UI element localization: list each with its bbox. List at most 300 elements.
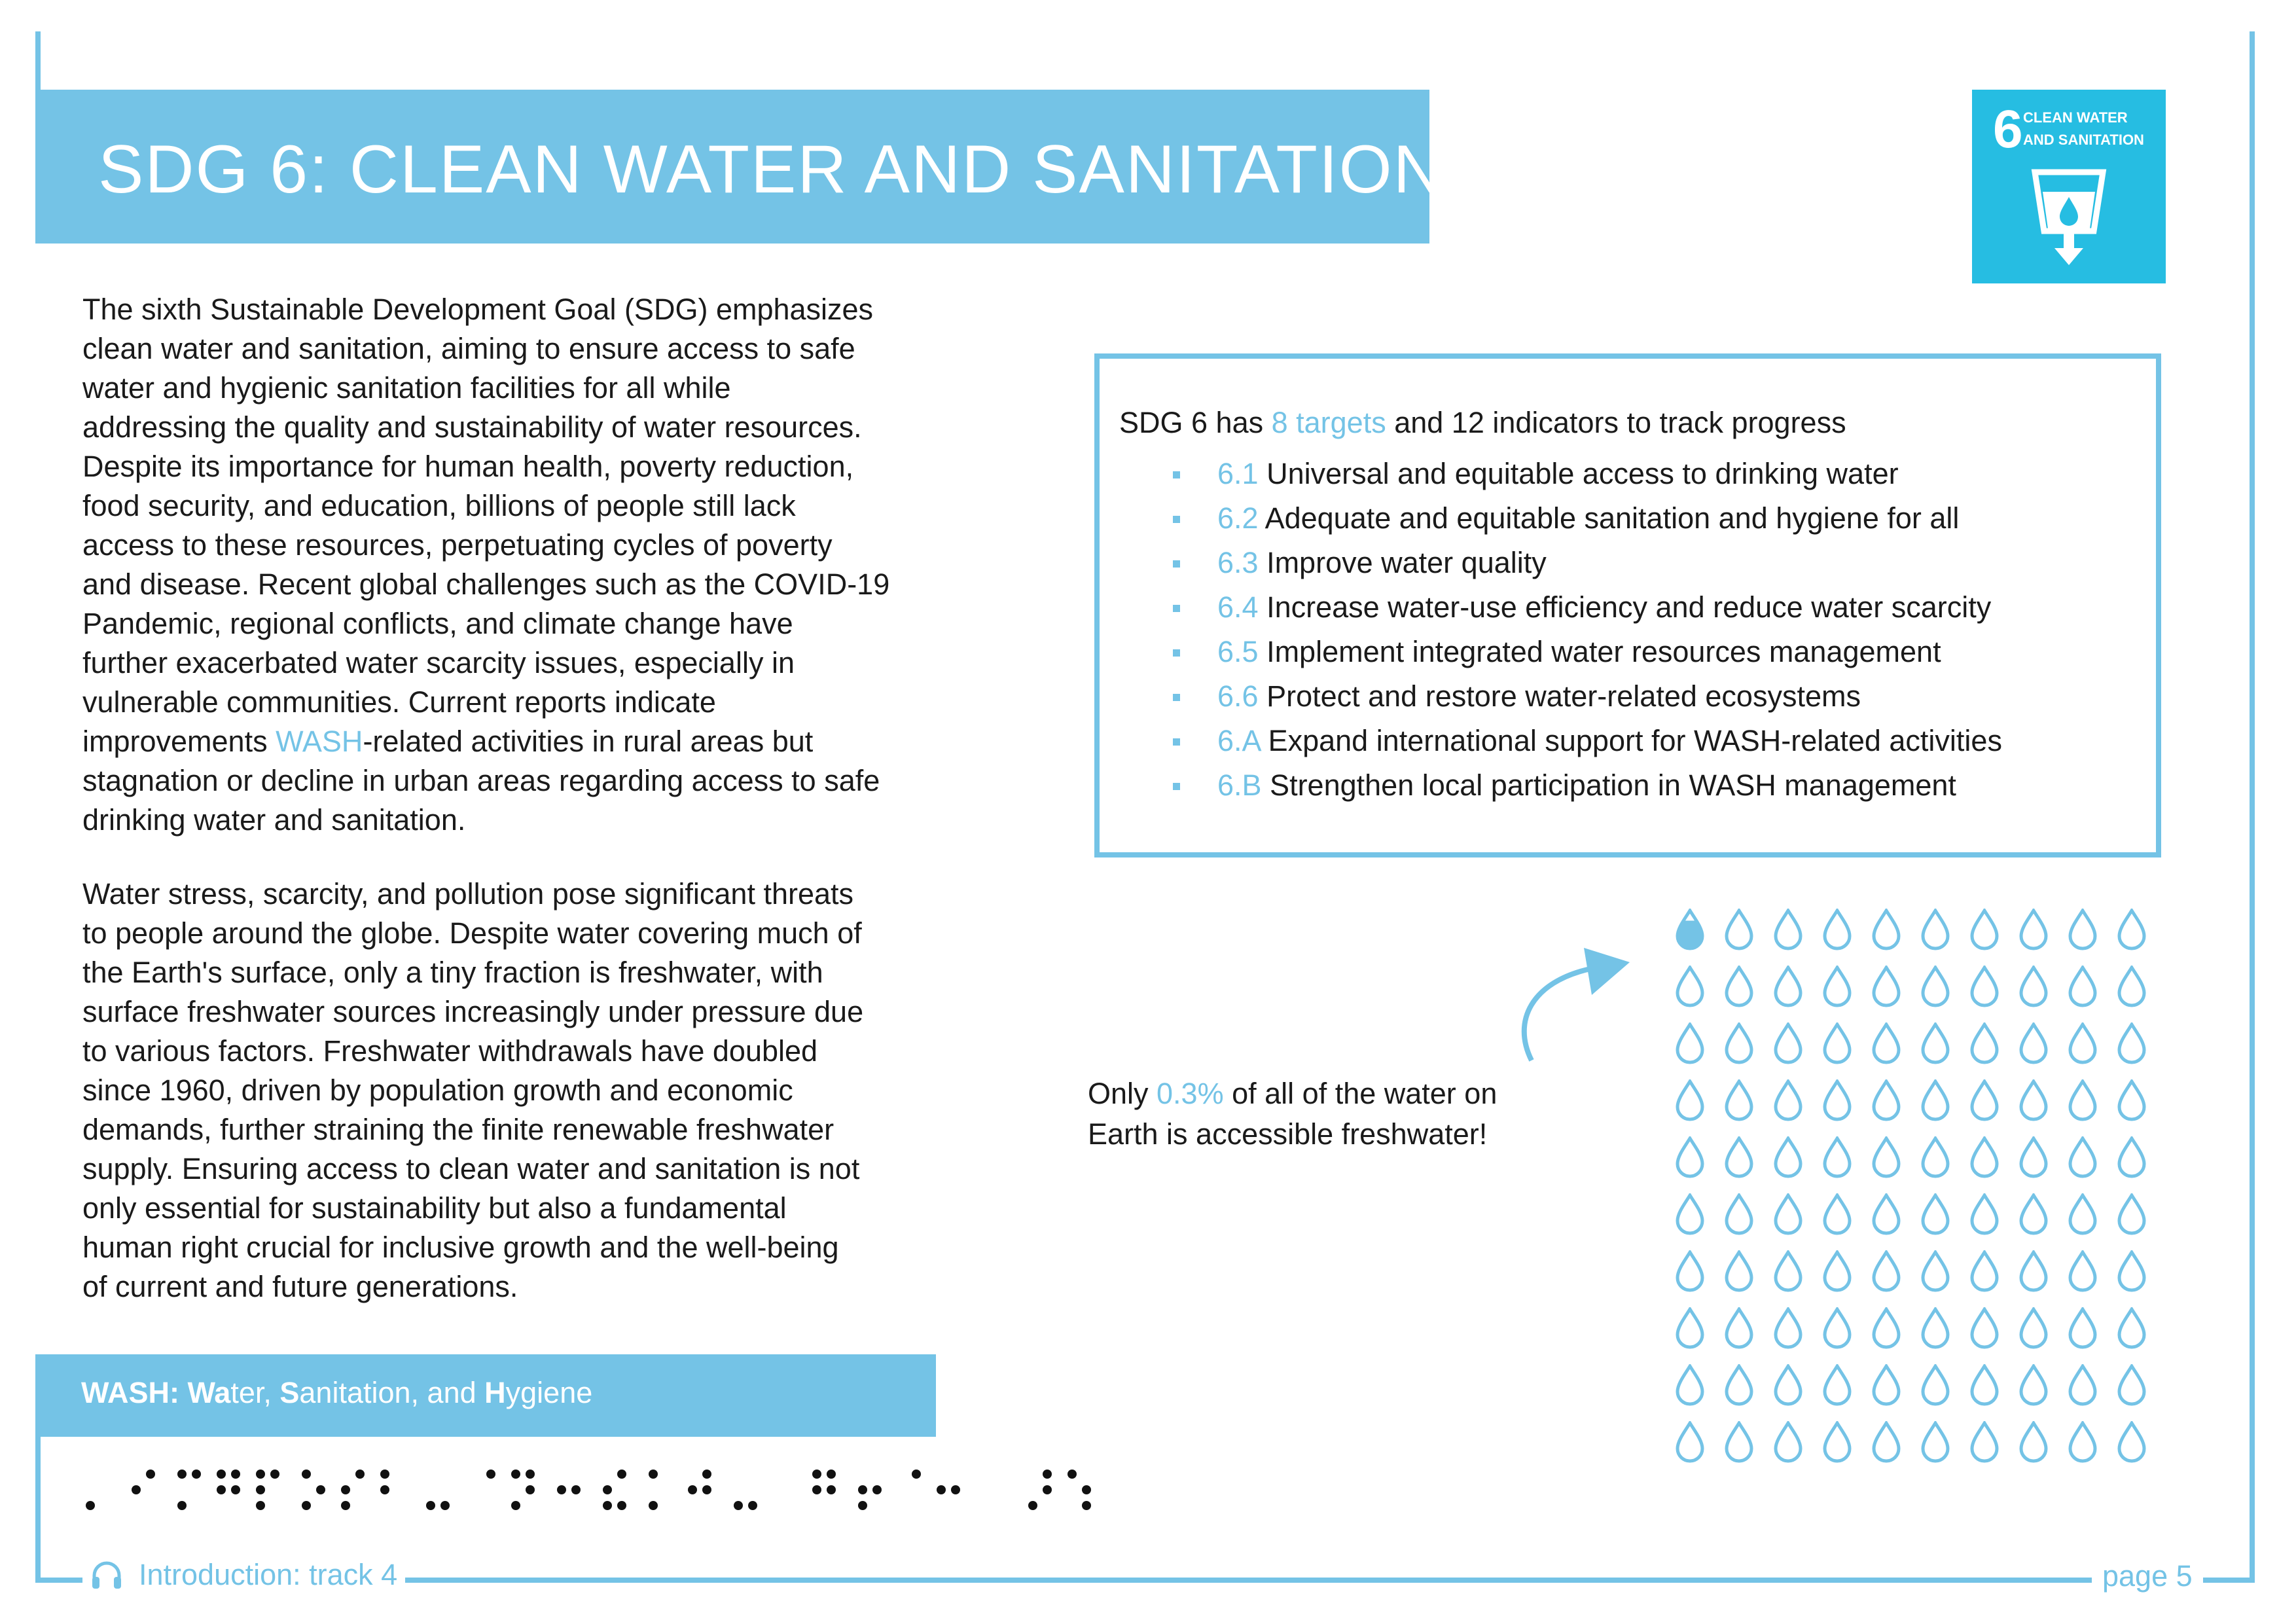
braille-dot xyxy=(270,1470,279,1479)
water-drop-icon xyxy=(2018,1022,2049,1064)
drop-outline xyxy=(1776,967,1801,1005)
water-drop-icon xyxy=(1821,1250,1853,1292)
drop-outline xyxy=(1874,1081,1899,1119)
water-drop-icon xyxy=(1723,1364,1755,1406)
target-code: 6.1 xyxy=(1217,457,1259,490)
drop-outline xyxy=(1677,1024,1702,1062)
water-drop-icon xyxy=(1871,1421,1902,1463)
wash-term: WASH xyxy=(81,1376,170,1409)
drop-outline xyxy=(1874,1309,1899,1347)
braille-dot xyxy=(511,1501,520,1510)
water-drop-icon xyxy=(1821,965,1853,1007)
braille-dot xyxy=(341,1485,350,1494)
braille-dot xyxy=(511,1470,520,1479)
drop-outline xyxy=(2119,1138,2144,1176)
drop-outline xyxy=(2021,1252,2046,1290)
drop-outline xyxy=(2119,1024,2144,1062)
water-drop-icon xyxy=(1821,1136,1853,1178)
fact-percent-highlight: 0.3% xyxy=(1157,1077,1224,1110)
curved-arrow-icon xyxy=(1505,923,1649,1080)
water-drop-icon xyxy=(2116,1193,2147,1235)
drop-outline xyxy=(1972,1024,1997,1062)
fact-end: of all of the water on xyxy=(1223,1077,1498,1110)
target-text: Universal and equitable access to drinking water xyxy=(1258,457,1899,490)
water-drop-icon xyxy=(2116,909,2147,950)
bullet-icon xyxy=(1173,738,1180,746)
water-drop-icon xyxy=(1969,1079,2000,1121)
water-drop-icon xyxy=(1674,1022,1706,1064)
drop-outline xyxy=(1874,1024,1899,1062)
drop-outline xyxy=(1776,1081,1801,1119)
drop-outline xyxy=(1972,1309,1997,1347)
drop-outline xyxy=(2070,1138,2095,1176)
target-item xyxy=(1165,630,2002,674)
drop-outline xyxy=(1972,967,1997,1005)
drop-outline xyxy=(2070,1195,2095,1233)
drop-outline xyxy=(2021,1366,2046,1404)
water-drop-icon xyxy=(2067,1079,2098,1121)
page-number: page 5 xyxy=(2092,1559,2203,1593)
bullet-icon xyxy=(1173,694,1180,701)
drop-outline xyxy=(1727,967,1751,1005)
target-text: Expand international support for WASH-related activities xyxy=(1260,724,2002,757)
target-code: 6.6 xyxy=(1217,679,1259,713)
water-drop-icon xyxy=(2116,1307,2147,1349)
frame-left-line xyxy=(35,31,41,90)
water-drop-icon xyxy=(1723,1250,1755,1292)
water-drop-icon xyxy=(2067,1136,2098,1178)
drop-outline xyxy=(2119,1366,2144,1404)
drop-outline xyxy=(1923,967,1948,1005)
water-drop-icon xyxy=(1969,1136,2000,1178)
braille-dot xyxy=(486,1470,495,1479)
braille-dot xyxy=(256,1501,265,1510)
drop-outline xyxy=(1923,1309,1948,1347)
drop-outline xyxy=(1776,1138,1801,1176)
drop-outline xyxy=(1677,1366,1702,1404)
water-drop-icon xyxy=(1920,909,1951,950)
drop-outline xyxy=(2070,1252,2095,1290)
drop-outline xyxy=(2119,911,2144,948)
water-drop-icon xyxy=(1821,909,1853,950)
braille-dot xyxy=(526,1470,535,1479)
target-code: 6.2 xyxy=(1217,501,1259,535)
braille-dot xyxy=(146,1470,155,1479)
water-drop-icon xyxy=(1723,1421,1755,1463)
drop-outline xyxy=(1874,911,1899,948)
water-drop-icon xyxy=(2018,1364,2049,1406)
water-drop-icon xyxy=(1920,1136,1951,1178)
drop-outline xyxy=(2119,1081,2144,1119)
water-drop-icon xyxy=(1674,1079,1706,1121)
water-drop-icon xyxy=(2116,1136,2147,1178)
water-drop-icon xyxy=(1871,1136,1902,1178)
water-drop-icon xyxy=(1772,1193,1804,1235)
bullet-icon xyxy=(1173,605,1180,612)
water-drop-icon xyxy=(1969,909,2000,950)
drop-outline xyxy=(1825,1024,1850,1062)
water-drop-icon xyxy=(1772,965,1804,1007)
drop-outline xyxy=(1727,1081,1751,1119)
wash-sep: : xyxy=(170,1376,188,1409)
water-drop-icon xyxy=(2116,1022,2147,1064)
target-text: Protect and restore water-related ecosystems xyxy=(1258,679,1861,713)
drop-outline xyxy=(2119,1309,2144,1347)
drop-outline xyxy=(1923,1138,1948,1176)
water-drop-icon xyxy=(1871,909,1902,950)
braille-dot xyxy=(380,1485,389,1494)
water-drop-icon xyxy=(1920,1079,1951,1121)
drop-outline xyxy=(2070,1024,2095,1062)
braille-dot xyxy=(937,1485,946,1494)
target-item xyxy=(1165,763,2002,808)
braille-text-graphic xyxy=(85,1465,1145,1537)
drop-outline xyxy=(1874,1195,1899,1233)
braille-dot xyxy=(858,1485,867,1494)
drop-outline xyxy=(2070,1081,2095,1119)
braille-dot xyxy=(748,1501,757,1510)
braille-dot xyxy=(355,1470,365,1479)
wash-highlight: WASH xyxy=(276,725,363,758)
water-drop-icon xyxy=(1871,1079,1902,1121)
water-drop-icon xyxy=(1674,909,1706,950)
water-drop-icon xyxy=(2018,1250,2049,1292)
braille-dot xyxy=(734,1501,743,1510)
water-drop-icon xyxy=(1772,1079,1804,1121)
water-drop-icon xyxy=(1821,1307,1853,1349)
water-drop-icon xyxy=(1772,1136,1804,1178)
braille-dot xyxy=(702,1485,711,1494)
target-text: Implement integrated water resources management xyxy=(1258,635,1941,668)
braille-dot xyxy=(380,1470,389,1479)
braille-dot xyxy=(526,1485,535,1494)
fact-start: Only xyxy=(1088,1077,1157,1110)
drop-outline xyxy=(1923,1252,1948,1290)
water-drop-icon xyxy=(1674,1421,1706,1463)
drop-outline xyxy=(1825,1309,1850,1347)
drop-outline xyxy=(1776,1366,1801,1404)
drop-outline xyxy=(1727,1309,1751,1347)
wash-w-rest: ter, xyxy=(230,1376,280,1409)
sdg-badge-name: CLEAN WATER AND SANITATION xyxy=(2023,109,2144,148)
drop-outline xyxy=(1972,1138,1997,1176)
wash-s-rest: anitation, and xyxy=(299,1376,485,1409)
drop-outline xyxy=(1874,1366,1899,1404)
water-drop-icon xyxy=(1920,1022,1951,1064)
water-drop-icon xyxy=(2116,1364,2147,1406)
water-drop-icon xyxy=(2067,909,2098,950)
drop-outline xyxy=(1825,1195,1850,1233)
target-item xyxy=(1165,674,2002,719)
braille-dot xyxy=(86,1501,95,1510)
drop-outline xyxy=(1923,1024,1948,1062)
drop-outline xyxy=(1677,1138,1702,1176)
drop-outline xyxy=(2070,1366,2095,1404)
water-drop-icon xyxy=(1969,1307,2000,1349)
braille-dot xyxy=(256,1470,265,1479)
water-drops-grid xyxy=(1674,909,2172,1471)
track-label: Introduction: track 4 xyxy=(139,1558,398,1591)
water-drop-icon xyxy=(1920,965,1951,1007)
braille-dot xyxy=(603,1485,612,1494)
bullet-icon xyxy=(1173,649,1180,657)
water-drop-icon xyxy=(1723,909,1755,950)
drop-outline xyxy=(1727,1195,1751,1233)
targets-intro xyxy=(1119,406,1846,440)
water-drop-icon xyxy=(1871,965,1902,1007)
sdg-badge-number: 6 xyxy=(1993,99,2023,159)
water-drop-icon xyxy=(2116,1421,2147,1463)
water-drop-icon xyxy=(2067,1250,2098,1292)
water-drop-icon xyxy=(2018,1307,2049,1349)
drop-outline xyxy=(2119,967,2144,1005)
water-drop-icon xyxy=(1772,1364,1804,1406)
water-drop-icon xyxy=(1920,1193,1951,1235)
braille-dot xyxy=(302,1501,311,1510)
water-glass-icon xyxy=(2030,166,2108,270)
water-drop-icon xyxy=(1674,1193,1706,1235)
drop-outline xyxy=(2070,1423,2095,1461)
water-drop-icon xyxy=(1674,1250,1706,1292)
drop-outline xyxy=(1972,1252,1997,1290)
braille-dot xyxy=(192,1470,201,1479)
water-drop-icon xyxy=(1969,1421,2000,1463)
braille-dot xyxy=(812,1485,821,1494)
water-drop-icon xyxy=(2018,909,2049,950)
water-drop-icon xyxy=(1723,1022,1755,1064)
target-item xyxy=(1165,496,2002,541)
water-drop-icon xyxy=(1772,1250,1804,1292)
drop-outline xyxy=(1825,911,1850,948)
drop-outline xyxy=(1776,1252,1801,1290)
water-drop-icon xyxy=(2018,1421,2049,1463)
wash-w-bold: Wa xyxy=(187,1376,231,1409)
drop-outline xyxy=(1972,911,1997,948)
target-text: Improve water quality xyxy=(1258,546,1547,579)
freshwater-fact xyxy=(1088,1074,1497,1155)
target-code: 6.A xyxy=(1217,724,1261,757)
water-drop-icon xyxy=(1871,1022,1902,1064)
water-drop-icon xyxy=(1871,1364,1902,1406)
water-drop-icon xyxy=(1674,965,1706,1007)
drop-outline xyxy=(1972,1195,1997,1233)
braille-dot xyxy=(617,1470,626,1479)
water-drop-icon xyxy=(2116,965,2147,1007)
drop-outline xyxy=(1677,967,1702,1005)
braille-dot xyxy=(1067,1470,1077,1479)
drop-outline xyxy=(1727,911,1751,948)
braille-dot xyxy=(1043,1470,1052,1479)
water-drop-icon xyxy=(1772,1421,1804,1463)
frame-left-bottom-line xyxy=(35,1437,41,1582)
bullet-icon xyxy=(1173,560,1180,568)
drop-outline xyxy=(1776,1195,1801,1233)
water-drop-icon xyxy=(1821,1193,1853,1235)
braille-dot xyxy=(571,1485,581,1494)
drop-outline xyxy=(1677,1309,1702,1347)
braille-dot xyxy=(426,1501,435,1510)
drop-outline xyxy=(1776,1024,1801,1062)
drop-outline xyxy=(1972,1366,1997,1404)
drop-outline xyxy=(1874,1138,1899,1176)
braille-dot xyxy=(316,1485,325,1494)
braille-dot xyxy=(217,1470,226,1479)
drop-outline xyxy=(1825,967,1850,1005)
drop-outline xyxy=(1677,1081,1702,1119)
water-drop-icon xyxy=(2067,1364,2098,1406)
braille-dot xyxy=(702,1470,711,1479)
braille-dot xyxy=(827,1470,836,1479)
audio-track-link[interactable] xyxy=(82,1558,405,1592)
water-drop-icon xyxy=(2067,1421,2098,1463)
braille-dot xyxy=(231,1470,240,1479)
water-drop-icon xyxy=(2018,1193,2049,1235)
target-item xyxy=(1165,719,2002,763)
water-drop-icon xyxy=(1871,1307,1902,1349)
drop-outline xyxy=(2070,967,2095,1005)
intro-paragraph-2: Water stress, scarcity, and pollution pose significant threats to people around the globe. Despite water covering much of the Earth's surface, only a tiny fraction is freshwater, with surface freshwater sources increasingly under pressure due to various factors. Freshwater withdrawals have doubled since 1960, driven by population growth and economic demands, further straining the finite renewable freshwater supply. Ensuring access to clean water and sanitation is not only essential for sustainability but also a fundamental human right crucial for inclusive growth and the well-being of current and future generations. xyxy=(82,877,864,1303)
water-drop-icon xyxy=(2067,1022,2098,1064)
frame-right-line xyxy=(2250,31,2255,1583)
water-drop-icon xyxy=(1871,1193,1902,1235)
drop-outline xyxy=(1825,1081,1850,1119)
drop-outline xyxy=(1923,1081,1948,1119)
water-drop-icon xyxy=(1920,1250,1951,1292)
intro-paragraph-1-start: The sixth Sustainable Development Goal (SDG) emphasizes clean water and sanitation, aiming to ensure access to safe water and hygienic sanitation facilities for all while addressing the quality and sustainability of water resources. Despite its importance for human health, poverty reduction, food security, and education, billions of people still lack access to these resources, perpetuating cycles of poverty and disease. Recent global challenges such as the COVID-19 Pandemic, regional conflicts, and climate change have further exacerbated water scarcity issues, especially in vulnerable communities. Current reports indicate improvements xyxy=(82,293,890,758)
drop-outline xyxy=(2021,1081,2046,1119)
drop-outline xyxy=(1776,911,1801,948)
drop-outline xyxy=(1923,911,1948,948)
target-item xyxy=(1165,541,2002,585)
bullet-icon xyxy=(1173,516,1180,523)
drop-outline xyxy=(1874,1423,1899,1461)
water-drop-icon xyxy=(1723,1193,1755,1235)
water-drop-icon xyxy=(1772,1307,1804,1349)
water-drop-icon xyxy=(1723,1136,1755,1178)
braille-dot xyxy=(1043,1485,1052,1494)
braille-dot xyxy=(177,1470,187,1479)
drop-outline xyxy=(2021,967,2046,1005)
water-drop-icon xyxy=(2018,965,2049,1007)
target-code: 6.3 xyxy=(1217,546,1259,579)
water-drop-icon xyxy=(1920,1364,1951,1406)
drop-outline xyxy=(1776,1423,1801,1461)
water-drop-icon xyxy=(1821,1364,1853,1406)
drop-outline xyxy=(2119,1252,2144,1290)
water-drop-icon xyxy=(1969,1364,2000,1406)
water-drop-icon xyxy=(2067,1193,2098,1235)
wash-definition xyxy=(81,1376,592,1410)
page-title: SDG 6: CLEAN WATER AND SANITATION xyxy=(98,132,1444,208)
bullet-icon xyxy=(1173,783,1180,790)
water-drop-icon xyxy=(1821,1079,1853,1121)
braille-dot xyxy=(649,1470,658,1479)
wash-h-bold: H xyxy=(484,1376,506,1409)
drop-outline xyxy=(1677,1423,1702,1461)
target-code: 6.B xyxy=(1217,768,1262,802)
drop-outline xyxy=(2021,1195,2046,1233)
drop-outline xyxy=(2070,911,2095,948)
headphones-icon xyxy=(90,1560,123,1590)
water-drop-icon xyxy=(1723,1079,1755,1121)
drop-outline xyxy=(2021,1423,2046,1461)
target-text: Adequate and equitable sanitation and hygiene for all xyxy=(1258,501,1960,535)
drop-outline xyxy=(1727,1252,1751,1290)
drop-outline xyxy=(1727,1423,1751,1461)
water-drop-icon xyxy=(2067,965,2098,1007)
drop-outline xyxy=(2021,1138,2046,1176)
water-drop-icon xyxy=(2018,1079,2049,1121)
water-drop-icon xyxy=(1772,909,1804,950)
water-drop-icon xyxy=(2116,1250,2147,1292)
drop-outline xyxy=(1727,1024,1751,1062)
targets-count-highlight: 8 targets xyxy=(1271,406,1386,439)
water-drop-icon xyxy=(1920,1307,1951,1349)
drop-outline xyxy=(1677,1195,1702,1233)
braille-dot xyxy=(132,1485,141,1494)
intro-paragraph-1 xyxy=(82,290,1025,840)
braille-dot xyxy=(872,1485,882,1494)
braille-dot xyxy=(302,1470,311,1479)
targets-intro-end: and 12 indicators to track progress xyxy=(1386,406,1846,439)
water-drop-icon xyxy=(1969,1193,2000,1235)
braille-dot xyxy=(217,1485,226,1494)
drop-outline xyxy=(1923,1423,1948,1461)
fact-line-2: Earth is accessible freshwater! xyxy=(1088,1117,1488,1151)
braille-dot xyxy=(341,1501,350,1510)
target-text: Increase water-use efficiency and reduce water scarcity xyxy=(1258,590,1992,624)
target-code: 6.5 xyxy=(1217,635,1259,668)
water-drop-icon xyxy=(1821,1022,1853,1064)
water-drop-icon xyxy=(1723,965,1755,1007)
braille-dot xyxy=(603,1501,612,1510)
wash-h-rest: ygiene xyxy=(505,1376,593,1409)
braille-dot xyxy=(858,1501,867,1510)
water-drop-icon xyxy=(2067,1307,2098,1349)
drop-outline xyxy=(2021,911,2046,948)
targets-intro-start: SDG 6 has xyxy=(1119,406,1272,439)
water-drop-icon xyxy=(2018,1136,2049,1178)
target-text: Strengthen local participation in WASH management xyxy=(1261,768,1956,802)
drop-outline xyxy=(2119,1423,2144,1461)
water-drop-icon xyxy=(1969,1022,2000,1064)
drop-outline xyxy=(1825,1252,1850,1290)
drop-outline xyxy=(1825,1366,1850,1404)
water-drop-icon xyxy=(1920,1421,1951,1463)
targets-list xyxy=(1165,452,2002,808)
drop-outline xyxy=(1972,1081,1997,1119)
water-drop-icon xyxy=(1723,1307,1755,1349)
target-code: 6.4 xyxy=(1217,590,1259,624)
intro-paragraph-1-end: -related activities in rural areas but stagnation or decline in urban areas regarding access to safe drinking water and sanitation. xyxy=(82,725,880,837)
braille-dot xyxy=(1082,1485,1091,1494)
braille-dot xyxy=(617,1501,626,1510)
drop-outline xyxy=(1825,1138,1850,1176)
water-drop-icon xyxy=(1674,1136,1706,1178)
water-drop-icon xyxy=(1969,965,2000,1007)
wash-s-bold: S xyxy=(279,1376,300,1409)
water-drop-icon xyxy=(1674,1364,1706,1406)
braille-dot xyxy=(688,1485,697,1494)
drop-outline xyxy=(1874,967,1899,1005)
sdg-6-badge xyxy=(1972,90,2166,283)
target-item xyxy=(1165,585,2002,630)
braille-dot xyxy=(1082,1501,1091,1510)
water-drop-icon xyxy=(1871,1250,1902,1292)
drop-outline xyxy=(1923,1366,1948,1404)
drop-outline xyxy=(2070,1309,2095,1347)
drop-outline xyxy=(1923,1195,1948,1233)
